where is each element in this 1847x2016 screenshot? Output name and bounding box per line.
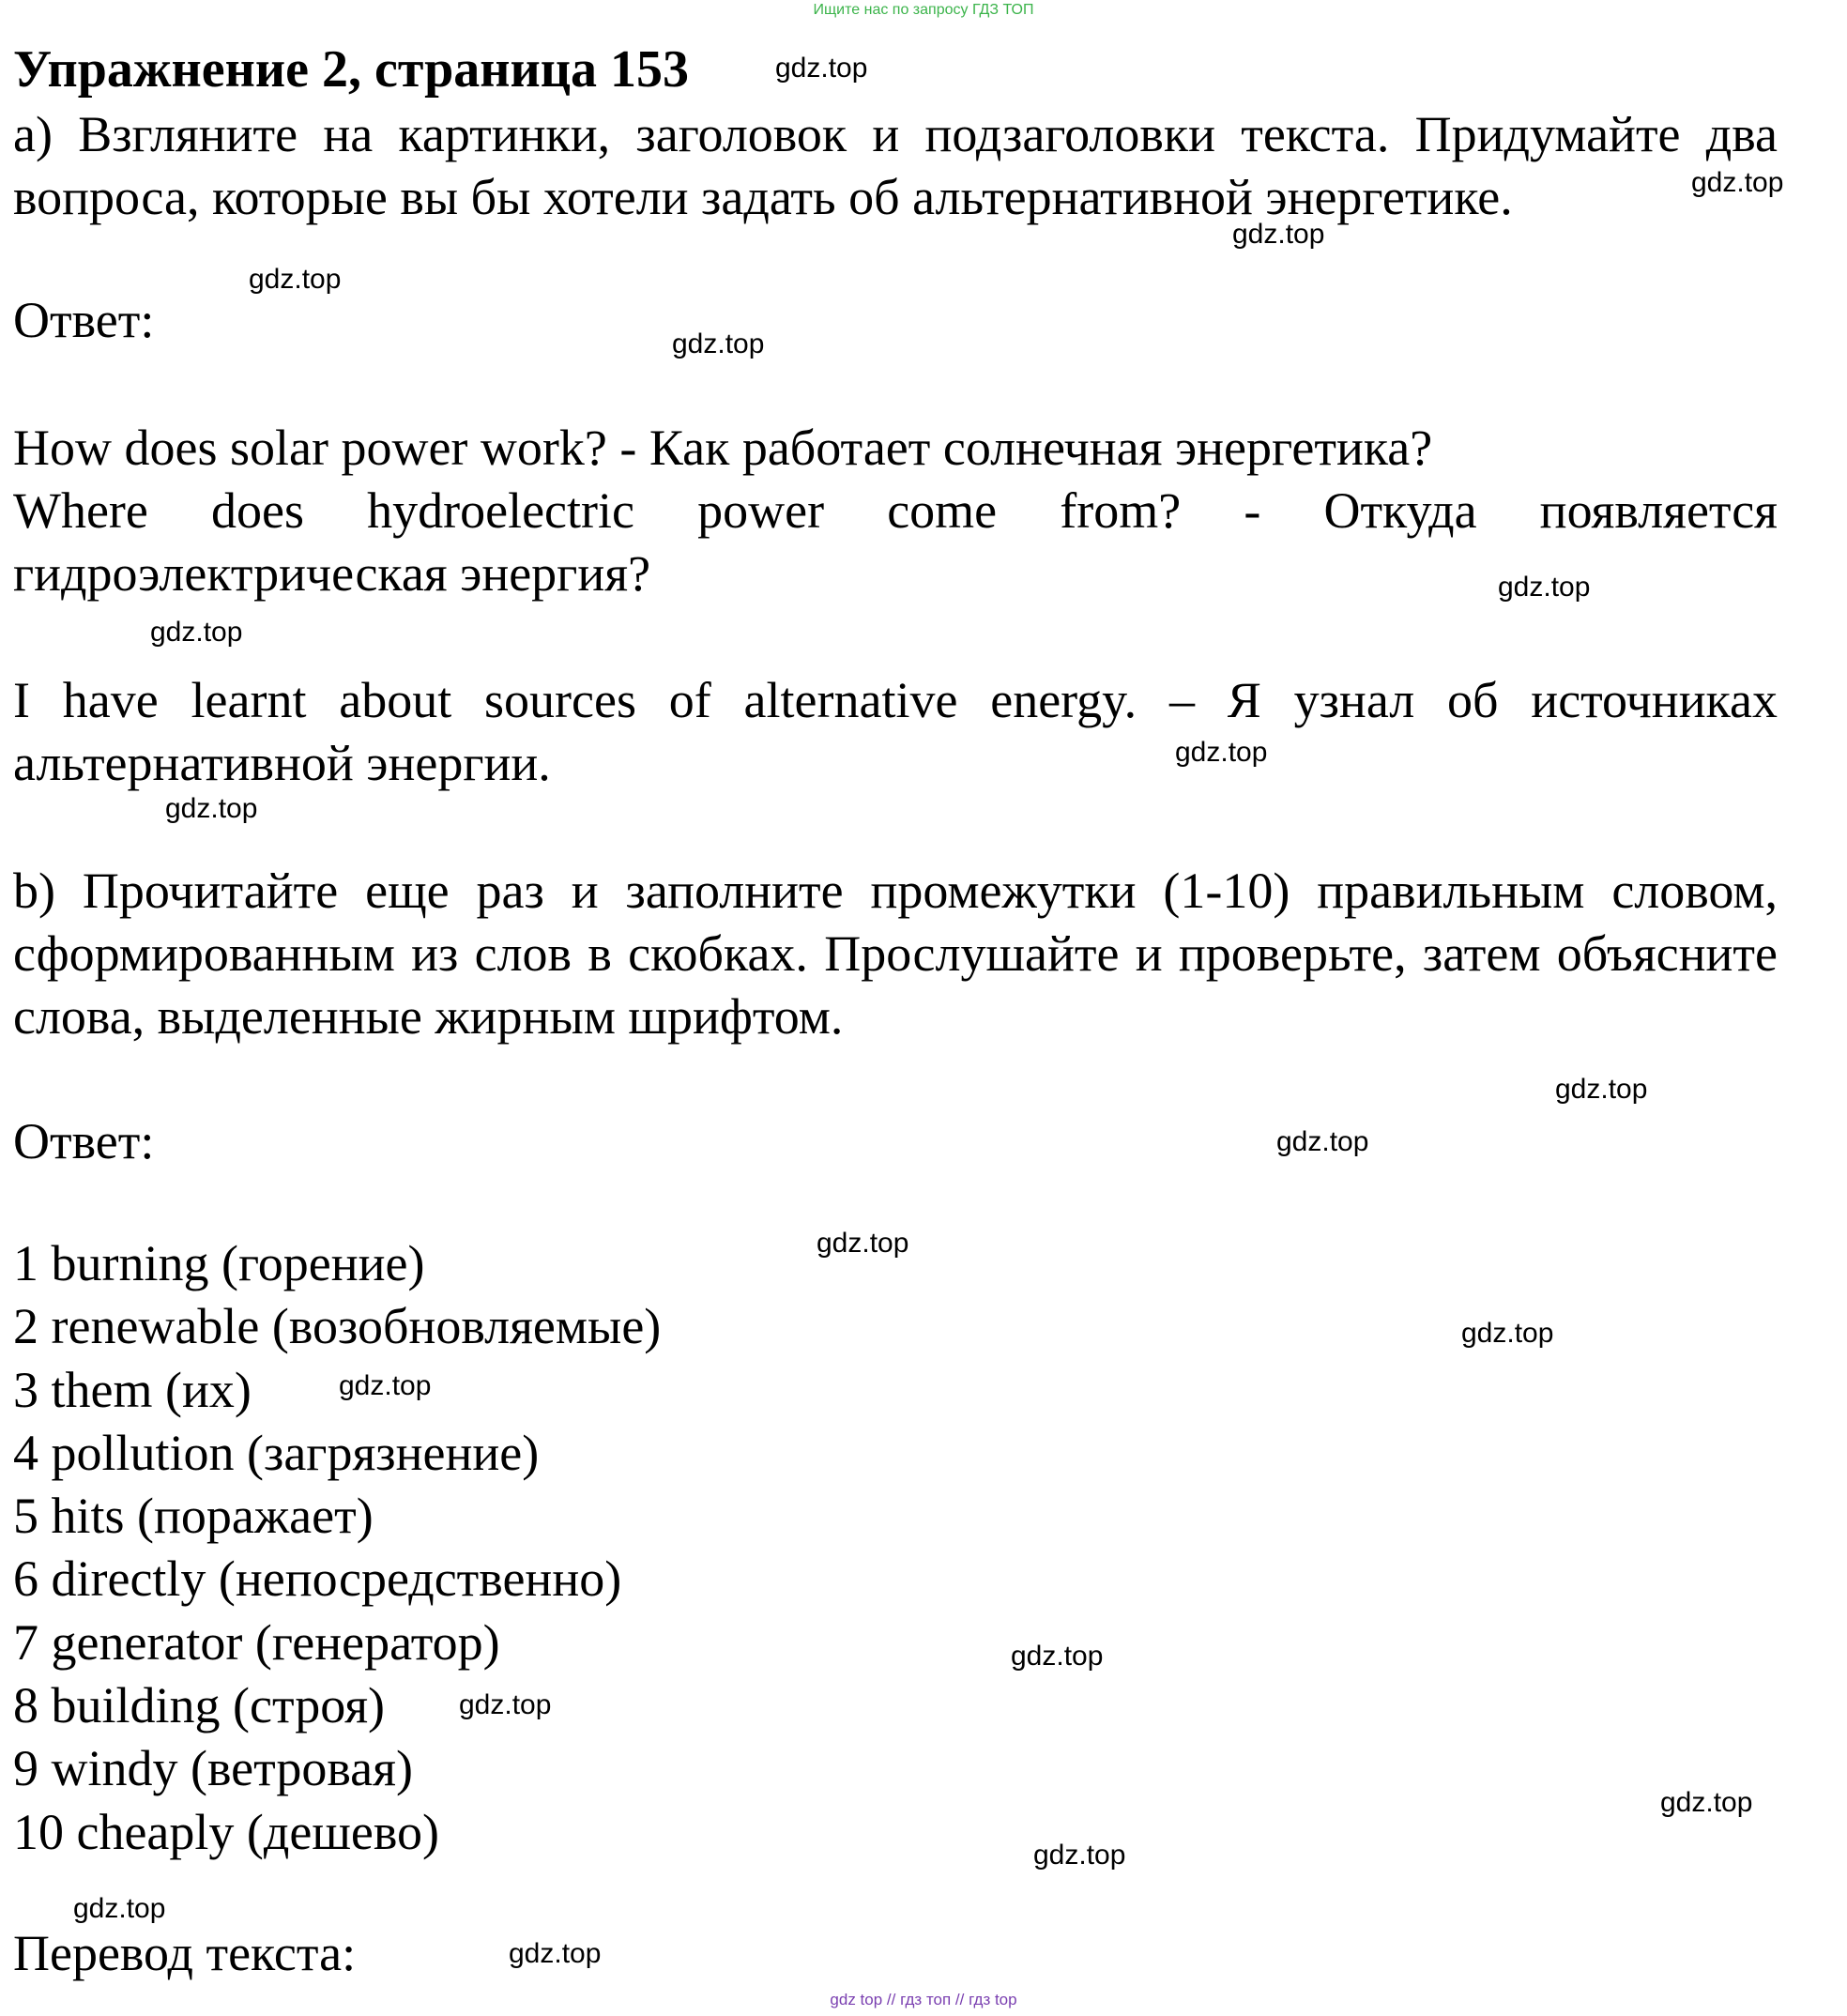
question-2: Where does hydroelectric power come from? - Откуда появляется гидроэлектрическая энергия? [13, 482, 1778, 602]
watermark: gdz.top [1498, 572, 1591, 603]
learnt-statement: I have learnt about sources of alternative energy. – Я узнал об источниках альтернативной энергии. [13, 672, 1778, 791]
watermark: gdz.top [817, 1228, 909, 1259]
answer-item: 10 cheaply (дешево) [13, 1803, 439, 1860]
watermark: gdz.top [1033, 1840, 1126, 1871]
watermark: gdz.top [1175, 737, 1268, 768]
watermark: gdz.top [1461, 1318, 1554, 1349]
answer-item: 2 renewable (возобновляемые) [13, 1298, 662, 1355]
answer-item: 9 windy (ветровая) [13, 1740, 413, 1797]
watermark: gdz.top [775, 53, 868, 84]
answer-item: 7 generator (генератор) [13, 1613, 500, 1671]
task-b-text: b) Прочитайте еще раз и заполните промежутки (1-10) правильным словом, сформированным из слов в скобках. Прослушайте и проверьте, затем объясните слова, выделенные жирным шрифтом. [13, 863, 1778, 1045]
watermark: gdz.top [73, 1893, 166, 1924]
answers-list [13, 1232, 661, 1864]
answer-label-2: Ответ: [13, 1113, 155, 1169]
watermark: gdz.top [1232, 219, 1325, 250]
answer-item: 8 building (строя) [13, 1677, 386, 1734]
bottom-footer: gdz top // гдз топ // гдз top [830, 1991, 1017, 2008]
watermark: gdz.top [1276, 1126, 1369, 1157]
page-title: Упражнение 2, страница 153 [13, 40, 690, 99]
watermark: gdz.top [339, 1370, 432, 1401]
top-banner: Ищите нас по запросу ГДЗ ТОП [813, 2, 1034, 18]
translation-label: Перевод текста: [13, 1925, 357, 1981]
answer-label-1: Ответ: [13, 292, 155, 348]
answer-item: 6 directly (непосредственно) [13, 1550, 622, 1608]
task-a-text: a) Взгляните на картинки, заголовок и подзаголовки текста. Придумайте два вопроса, которые вы бы хотели задать об альтернативной энергетике. [13, 106, 1778, 225]
answer-item: 3 them (их) [13, 1361, 252, 1418]
answer-item: 4 pollution (загрязнение) [13, 1424, 540, 1481]
watermark: gdz.top [150, 617, 243, 648]
watermark: gdz.top [509, 1938, 602, 1969]
answer-item: 1 burning (горение) [13, 1235, 425, 1291]
watermark: gdz.top [1660, 1787, 1753, 1818]
watermark: gdz.top [1555, 1074, 1648, 1105]
watermark: gdz.top [672, 328, 765, 359]
watermark: gdz.top [1691, 167, 1784, 198]
watermark: gdz.top [249, 264, 342, 295]
watermark: gdz.top [459, 1689, 552, 1720]
question-1: How does solar power work? - Как работает солнечная энергетика? [13, 420, 1433, 476]
answer-item: 5 hits (поражает) [13, 1488, 374, 1545]
watermark: gdz.top [1011, 1641, 1104, 1672]
watermark: gdz.top [165, 793, 258, 824]
